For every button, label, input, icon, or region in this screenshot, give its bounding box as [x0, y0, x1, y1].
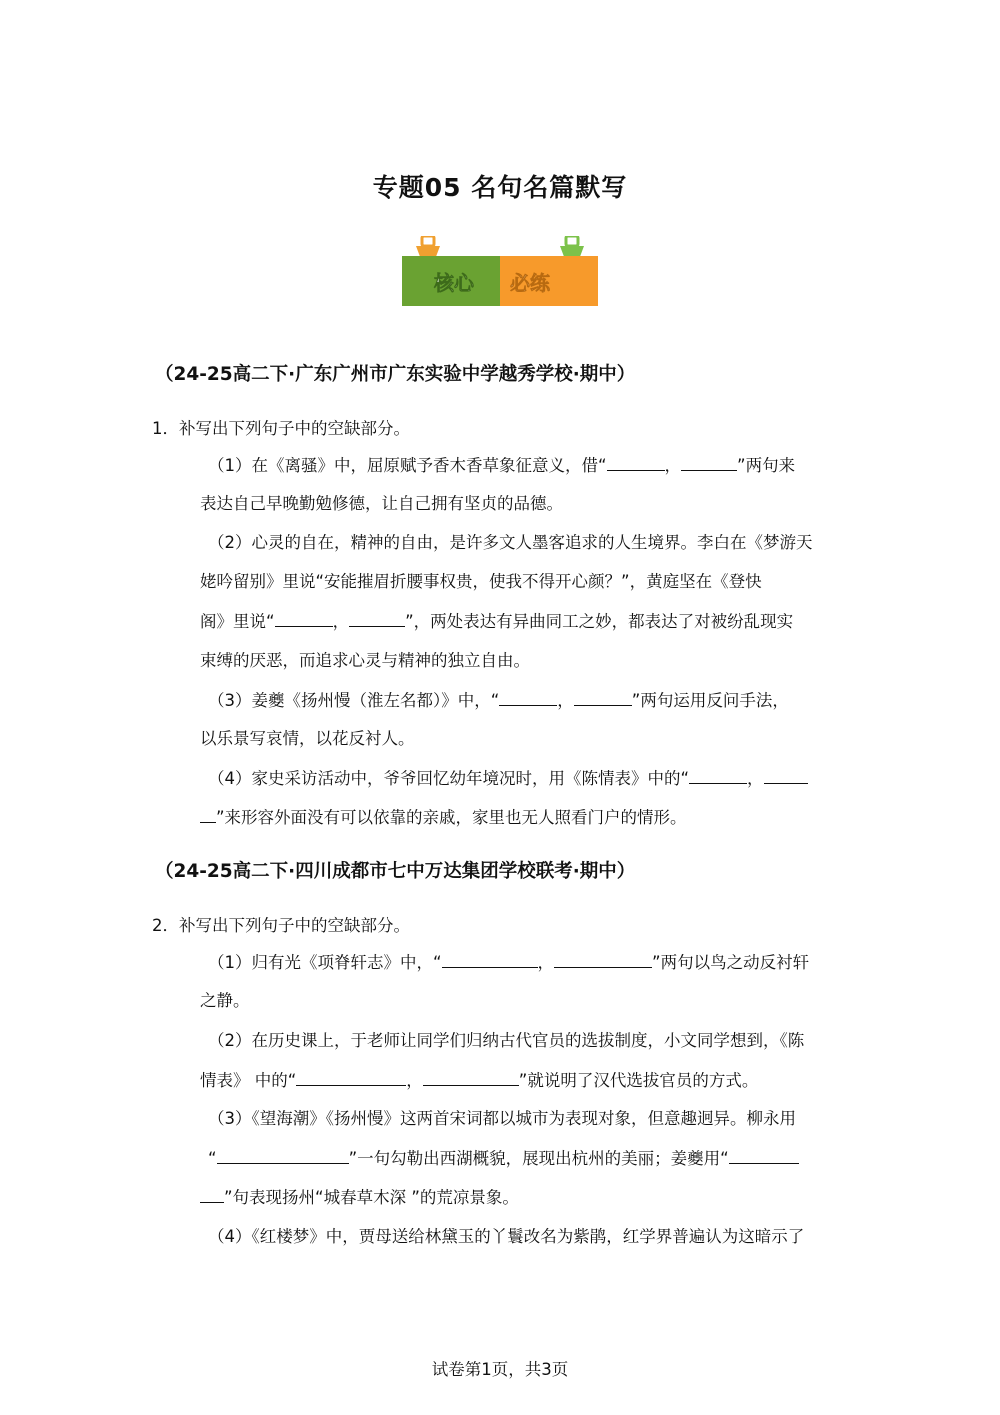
answer-blank[interactable] [681, 454, 737, 471]
answer-blank[interactable] [349, 610, 405, 627]
question-line: 之静。 [200, 991, 250, 1010]
answer-blank[interactable] [554, 951, 652, 968]
question-line: （3）《望海潮》《扬州慢》这两首宋词都以城市为表现对象，但意趣迥异。柳永用 [208, 1109, 796, 1128]
section-source: （24-25高二下·四川成都市七中万达集团学校联考·期中） [155, 861, 636, 882]
question-line [208, 689, 854, 712]
line-text: ”一句勾勒出西湖概貌，展现出杭州的美丽；姜夔用“ [348, 1149, 729, 1168]
line-text: ”，两处表达有异曲同工之妙，都表达了对被纷乱现实 [405, 612, 794, 631]
line-text: ”两句以鸟之动反衬轩 [652, 953, 810, 972]
badge-left-label: 核心 [434, 271, 474, 295]
question-line: （2）在历史课上，于老师让同学们归纳古代官员的选拔制度，小文同学想到，《陈 [208, 1031, 805, 1050]
answer-blank[interactable] [296, 1069, 406, 1086]
question-line: 以乐景写哀情，以花反衬人。 [200, 729, 415, 748]
question-line [200, 610, 846, 633]
line-text: （1）在《离骚》中，屈原赋予香木香草象征意义，借“ [208, 456, 607, 475]
answer-blank[interactable] [200, 1186, 224, 1203]
question-line: 束缚的厌恶，而追求心灵与精神的独立自由。 [200, 651, 530, 670]
line-text: “ [208, 1149, 217, 1168]
question-line [200, 806, 846, 829]
question-line [200, 1186, 846, 1209]
question-line [208, 1147, 854, 1170]
line-text: ”两句来 [737, 456, 796, 475]
line-text: ”就说明了汉代选拔官员的方式。 [518, 1071, 759, 1090]
answer-blank[interactable] [499, 689, 557, 706]
badge-right-label: 必练 [510, 271, 550, 295]
line-text: ， [537, 953, 555, 972]
line-text: ”来形容外面没有可以依靠的亲戚，家里也无人照看门户的情形。 [216, 808, 687, 827]
answer-blank[interactable] [423, 1069, 519, 1086]
question-line: （2）心灵的自在，精神的自由，是许多文人墨客追求的人生境界。李白在《梦游天 [208, 533, 813, 552]
line-text: ， [664, 456, 682, 475]
line-text: ， [406, 1071, 423, 1090]
badge-core-practice [402, 236, 598, 308]
answer-blank[interactable] [442, 951, 538, 968]
page-title: 专题05 名句名篇默写 [372, 173, 628, 202]
line-text: ”句表现扬州“城春草木深 ”的荒凉景象。 [224, 1188, 519, 1207]
page-footer: 试卷第1页，共3页 [431, 1360, 569, 1379]
line-text: 阁》里说“ [200, 612, 275, 631]
answer-blank[interactable] [607, 454, 665, 471]
answer-blank[interactable] [574, 689, 632, 706]
section-source: （24-25高二下·广东广州市广东实验中学越秀学校·期中） [155, 364, 636, 385]
answer-blank[interactable] [217, 1147, 349, 1164]
question-line [208, 951, 854, 974]
question-line [208, 767, 854, 790]
line-text: ， [747, 769, 764, 788]
line-text: ， [332, 612, 350, 631]
question-line [208, 454, 854, 477]
line-text: （4）家史采访活动中，爷爷回忆幼年境况时，用《陈情表》中的“ [208, 769, 690, 788]
answer-blank[interactable] [275, 610, 333, 627]
answer-blank[interactable] [764, 767, 808, 784]
question-line: 姥吟留别》里说“安能摧眉折腰事权贵，使我不得开心颜？”，黄庭坚在《登快 [200, 572, 762, 591]
line-text: ”两句运用反问手法， [631, 691, 789, 710]
line-text: （1）归有光《项脊轩志》中，“ [208, 953, 442, 972]
answer-blank[interactable] [200, 806, 216, 823]
question-stem: 2．补写出下列句子中的空缺部分。 [152, 916, 410, 935]
question-line: （4）《红楼梦》中，贾母送给林黛玉的丫鬟改名为紫鹃，红学界普遍认为这暗示了 [208, 1227, 805, 1246]
line-text: 情表》 中的“ [200, 1071, 297, 1090]
line-text: （3）姜夔《扬州慢（淮左名都）》中，“ [208, 691, 500, 710]
question-line [200, 1069, 846, 1092]
question-line: 表达自己早晚勤勉修德，让自己拥有坚贞的品德。 [200, 494, 563, 513]
answer-blank[interactable] [689, 767, 747, 784]
answer-blank[interactable] [729, 1147, 799, 1164]
line-text: ， [557, 691, 574, 710]
question-stem: 1．补写出下列句子中的空缺部分。 [152, 419, 410, 438]
